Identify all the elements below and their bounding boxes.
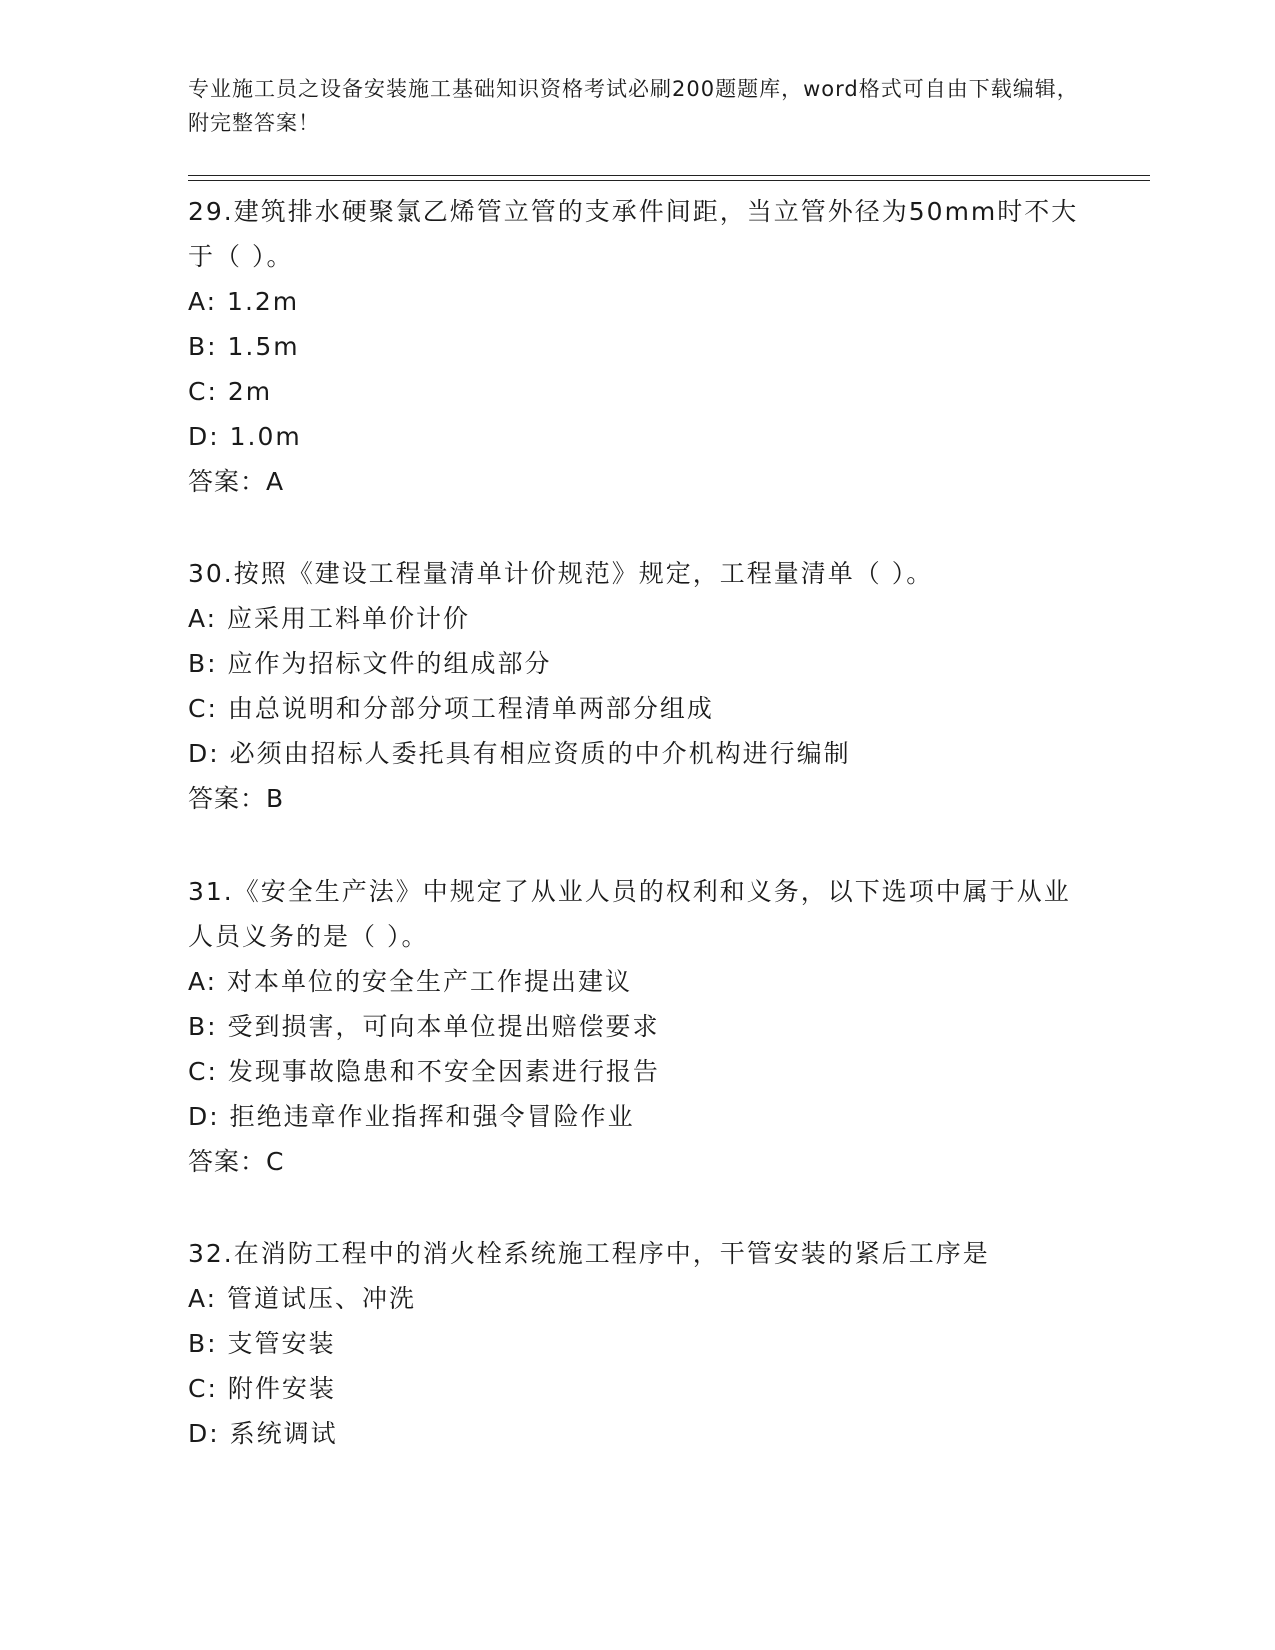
answer: 答案：C <box>188 1147 285 1176</box>
answer: 答案：A <box>188 467 285 496</box>
header-divider-bottom <box>188 180 1150 181</box>
option-c: C: 2m <box>188 377 273 406</box>
option-b: B: 支管安装 <box>188 1329 336 1358</box>
question-31 <box>188 869 1088 1184</box>
option-b: B: 应作为招标文件的组成部分 <box>188 649 552 678</box>
option-d: D: 1.0m <box>188 422 302 451</box>
option-d: D: 系统调试 <box>188 1419 338 1448</box>
option-a: A: 1.2m <box>188 287 300 316</box>
question-29 <box>188 189 1088 504</box>
question-30 <box>188 551 1088 821</box>
question-32 <box>188 1231 1088 1456</box>
question-stem: 30.按照《建设工程量清单计价规范》规定，工程量清单（ ）。 <box>188 559 934 588</box>
header-divider-top <box>188 175 1150 176</box>
question-stem: 29.建筑排水硬聚氯乙烯管立管的支承件间距，当立管外径为50mm时不大于（ ）。 <box>188 197 1079 271</box>
option-d: D: 必须由招标人委托具有相应资质的中介机构进行编制 <box>188 739 851 768</box>
answer: 答案：B <box>188 784 285 813</box>
question-stem: 31.《安全生产法》中规定了从业人员的权利和义务，以下选项中属于从业人员义务的是（ ）。 <box>188 877 1071 951</box>
option-c: C: 发现事故隐患和不安全因素进行报告 <box>188 1057 660 1086</box>
document-header: 专业施工员之设备安装施工基础知识资格考试必刷200题题库，word格式可自由下载编辑，附完整答案！ <box>188 77 1079 135</box>
option-c: C: 由总说明和分部分项工程清单两部分组成 <box>188 694 714 723</box>
option-a: A: 管道试压、冲洗 <box>188 1284 417 1313</box>
option-b: B: 受到损害，可向本单位提出赔偿要求 <box>188 1012 660 1041</box>
option-d: D: 拒绝违章作业指挥和强令冒险作业 <box>188 1102 635 1131</box>
option-a: A: 对本单位的安全生产工作提出建议 <box>188 967 633 996</box>
option-c: C: 附件安装 <box>188 1374 336 1403</box>
option-a: A: 应采用工料单价计价 <box>188 604 471 633</box>
option-b: B: 1.5m <box>188 332 300 361</box>
question-stem: 32.在消防工程中的消火栓系统施工程序中，干管安装的紧后工序是 <box>188 1239 990 1268</box>
